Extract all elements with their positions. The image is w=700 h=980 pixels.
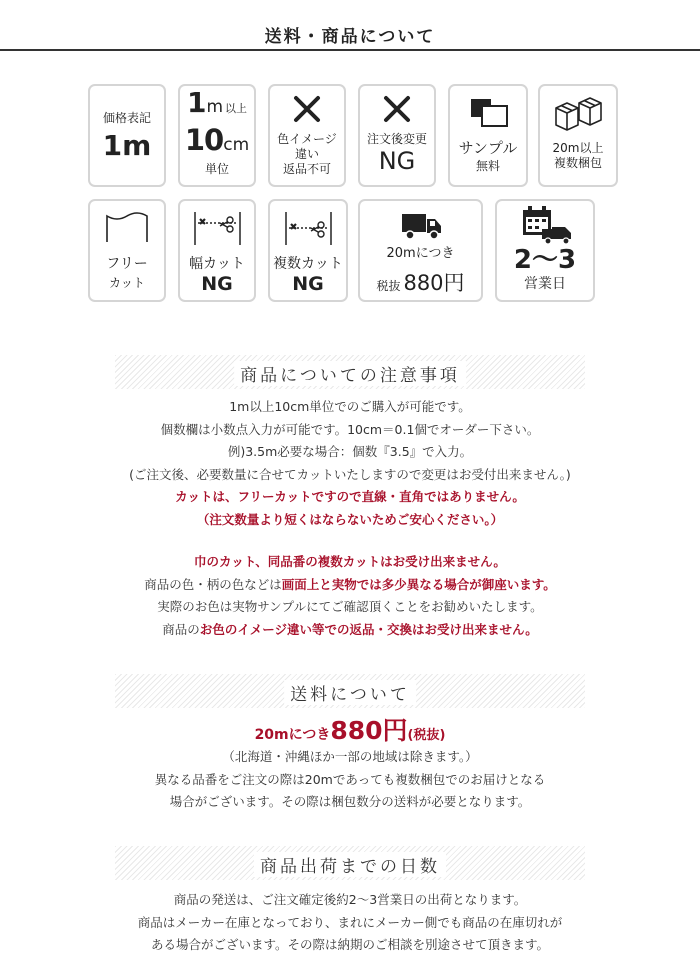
purchase-min-unit: m [206, 97, 224, 117]
shipping-line-3: 場合がございます。その際は梱包数分の送料が必要となります。 [169, 794, 531, 809]
shipping-price: 880円 [403, 271, 465, 295]
notes-line-2: 個数欄は小数点入力が可能です。10cm＝0.1個でオーダー下さい。 [160, 421, 540, 437]
shipping-line-1: （北海道・沖縄ほか一部の地域は除きます。） [222, 749, 478, 764]
notes-cut-warning: 巾のカット、同品番の複数カットはお受け出来ません。 [194, 554, 506, 569]
shipping-price-value: 880円 [330, 716, 408, 745]
notes-red-line-2: （注文数量より短くはならないためご安心ください。） [196, 511, 504, 527]
notes-color-line [0, 574, 700, 597]
tile-price-unit [88, 84, 166, 187]
notes-color-red: 画面上と実物では多少異なる場合が御座います。 [281, 576, 556, 592]
tile-width-cut [178, 199, 256, 302]
free-cut-line2: カット [109, 276, 145, 290]
sample-label: サンプル [458, 139, 518, 157]
scissors-cut-icon [192, 209, 244, 247]
change-after-order-label: 注文後変更 [366, 132, 427, 146]
business-days-label: 営業日 [524, 276, 566, 292]
notes-return-line [0, 619, 700, 642]
width-cut-value: NG [201, 273, 233, 295]
color-image-line3: 返品不可 [282, 162, 331, 176]
tile-shipping [358, 199, 483, 302]
tile-multi-pack [538, 84, 618, 187]
delivery-notes [0, 889, 700, 957]
purchase-min-number: 1 [186, 86, 207, 119]
shipping-price-suffix: (税抜) [407, 728, 446, 743]
shipping-unit: 20mにつき [386, 246, 455, 261]
delivery-line-1: 商品の発送は、ご注文確定後約2〜3営業日の出荷となります。 [173, 892, 527, 907]
tile-free-cut [88, 199, 166, 302]
notes-line-1: 1m以上10cm単位でのご購入が可能です。 [229, 399, 471, 414]
header-divider [0, 49, 700, 51]
calendar-truck-icon [521, 205, 575, 245]
shipping-tax-label: 税抜 [376, 279, 401, 293]
change-after-order-value: NG [378, 147, 416, 175]
price-unit-value: 1m [102, 129, 152, 162]
shipping-heading [115, 674, 585, 708]
purchase-step-unit: cm [223, 135, 250, 155]
tile-sample [448, 84, 528, 187]
truck-icon [401, 211, 443, 241]
shipping-price-pre: 20mにつき [254, 727, 331, 743]
fabric-cut-icon [104, 210, 150, 244]
delivery-line-2: 商品はメーカー在庫となっており、まれにメーカー側でも商品の在庫切れが [137, 914, 563, 930]
packages-icon [553, 95, 605, 131]
notes-red-line-1: カットは、フリーカットですので直線・直角ではありません。 [175, 489, 525, 504]
sample-swatch-icon [468, 96, 510, 128]
cross-icon [382, 94, 412, 124]
color-image-line1: 色イメージ [277, 132, 337, 146]
multi-pack-line2: 複数梱包 [553, 156, 602, 170]
notes-color-pre: 商品の色・柄の色などは [144, 576, 282, 592]
notes-block-1 [0, 396, 700, 531]
color-image-line2: 違い [294, 147, 319, 161]
multi-pack-line1: 20m以上 [552, 141, 604, 155]
header [0, 0, 700, 52]
tile-business-days [495, 199, 595, 302]
tile-change-after-order [358, 84, 436, 187]
tile-purchase-unit [178, 84, 256, 187]
business-days-value: 2〜3 [513, 245, 577, 275]
free-cut-line1: フリー [106, 256, 148, 272]
tile-color-image [268, 84, 346, 187]
width-cut-label: 幅カット [189, 256, 245, 272]
delivery-heading [115, 846, 585, 880]
notes-line-4: (ご注文後、必要数量に合せてカットいたしますので変更はお受付出来ません。) [129, 466, 571, 482]
tile-multi-cut [268, 199, 348, 302]
purchase-unit-label: 単位 [204, 162, 229, 176]
shipping-title: 送料について [284, 680, 416, 705]
notes-line-3: 例)3.5m必要な場合：個数『3.5』で入力。 [227, 444, 473, 459]
notes-heading [115, 355, 585, 389]
shipping-line-2: 異なる品番をご注文の際は20mであっても複数梱包でのお届けとなる [154, 771, 546, 787]
notes-return-red: お色のイメージ違い等での返品・交換はお受け出来ません。 [199, 621, 538, 637]
notes-sample-line: 実際のお色は実物サンプルにてご確認頂くことをお勧めいたします。 [157, 599, 543, 614]
notes-block-2 [0, 551, 700, 641]
shipping-notes [0, 746, 700, 814]
price-unit-label: 価格表記 [102, 111, 151, 125]
notes-title: 商品についての注意事項 [234, 361, 466, 386]
multi-cut-value: NG [292, 273, 324, 295]
sample-price: 無料 [475, 159, 500, 173]
page-title: 送料・商品について [264, 27, 436, 47]
cross-icon [292, 94, 322, 124]
multi-cut-label: 複数カット [273, 256, 343, 272]
purchase-step-number: 10 [184, 123, 224, 157]
scissors-cut-icon [283, 209, 335, 247]
purchase-min-suffix: 以上 [225, 102, 248, 115]
delivery-line-3: ある場合がございます。その際は納期のご相談を別途させて頂きます。 [150, 937, 549, 952]
delivery-title: 商品出荷までの日数 [254, 852, 446, 877]
notes-return-pre: 商品の [162, 621, 200, 637]
